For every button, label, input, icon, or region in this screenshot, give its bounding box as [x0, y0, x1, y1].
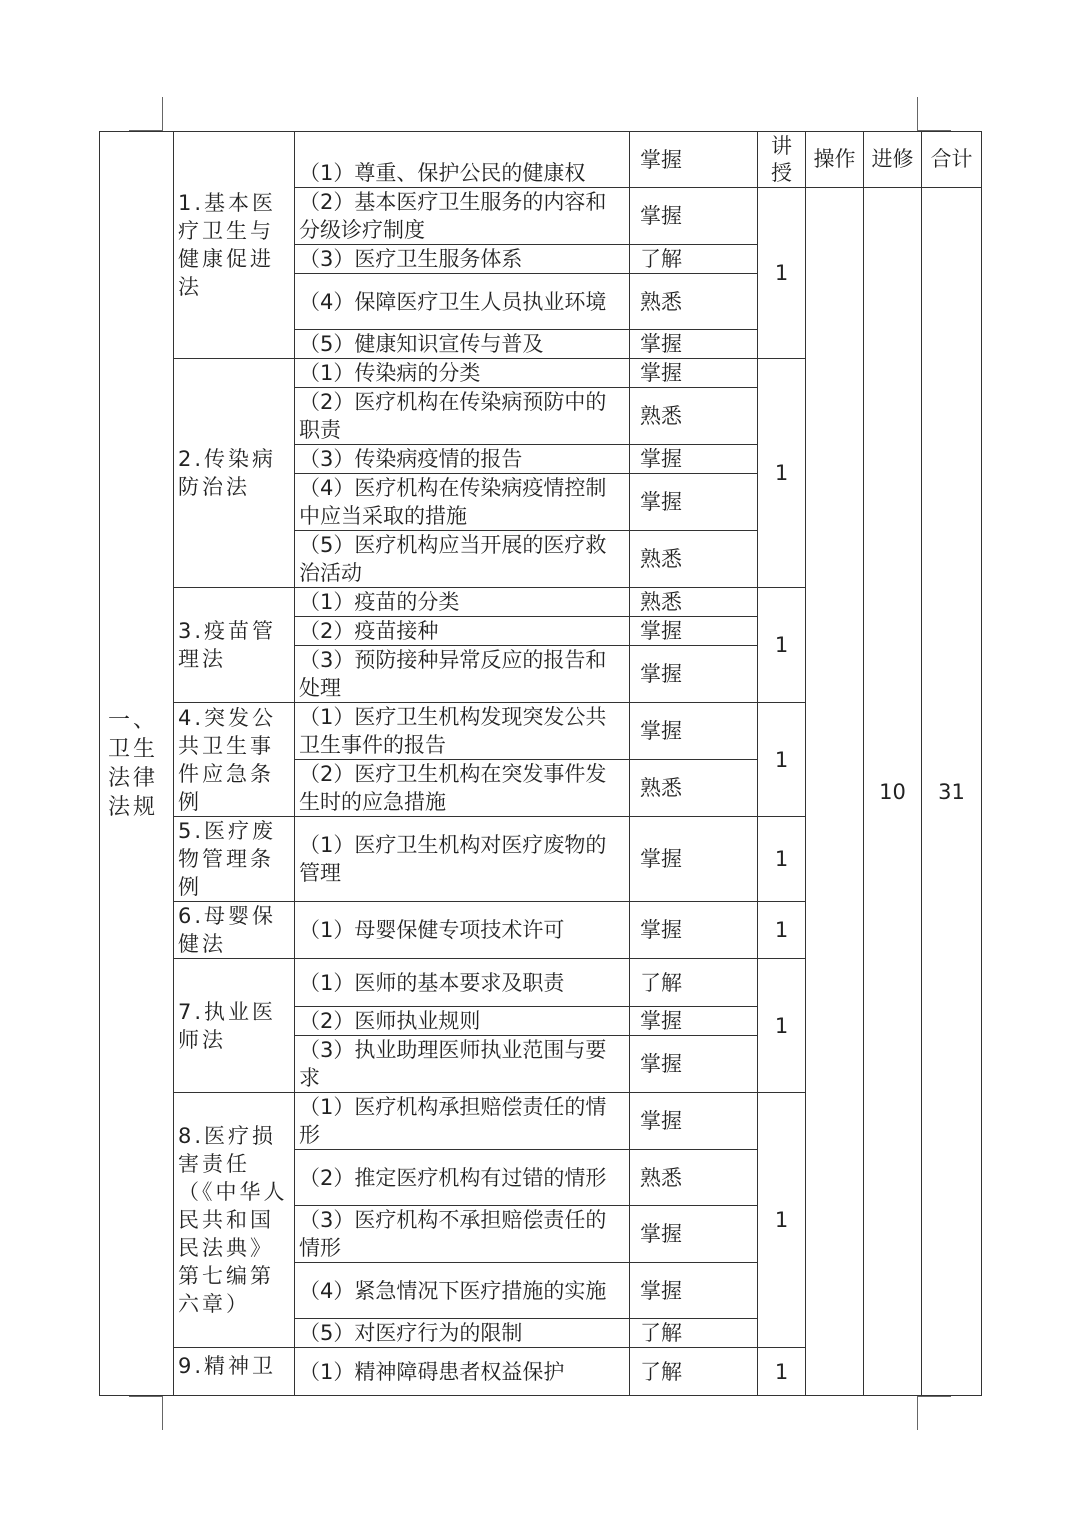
- item-cell: [295, 646, 630, 703]
- crop-mark: [917, 1396, 918, 1430]
- item-cell: [295, 1348, 630, 1396]
- item-cell: [295, 531, 630, 588]
- mastery-level: 熟悉: [630, 760, 758, 817]
- mastery-level: 掌握: [630, 359, 758, 388]
- operation-hours: [806, 188, 864, 1396]
- item-text: （1）医疗卫生机构对医疗废物的管理: [299, 833, 607, 885]
- item-cell: [295, 1206, 630, 1263]
- lecture-hours: 1: [758, 703, 806, 817]
- item-cell: [295, 760, 630, 817]
- lecture-hours: 1: [758, 902, 806, 959]
- item-text: （4）保障医疗卫生人员执业环境: [299, 289, 607, 314]
- item-text: （3）传染病疫情的报告: [299, 447, 523, 471]
- mastery-level: 掌握: [630, 1007, 758, 1036]
- law-title: 9.精神卫: [178, 1354, 277, 1378]
- item-text: （1）疫苗的分类: [299, 590, 460, 614]
- item-text: （1）尊重、保护公民的健康权: [299, 161, 586, 185]
- item-cell: [295, 703, 630, 760]
- item-cell: [295, 245, 630, 274]
- law-title-cell: [174, 1348, 295, 1396]
- item-text: （1）医疗卫生机构发现突发公共卫生事件的报告: [299, 705, 607, 757]
- mastery-level: 掌握: [630, 474, 758, 531]
- mastery-level: 掌握: [630, 1036, 758, 1093]
- item-text: （4）紧急情况下医疗措施的实施: [299, 1278, 607, 1303]
- item-text: （1）医师的基本要求及职责: [299, 970, 565, 995]
- item-text: （1）精神障碍患者权益保护: [299, 1359, 565, 1384]
- header-total: 合计: [922, 132, 982, 188]
- law-title: 3.疫苗管理法: [178, 619, 277, 671]
- mastery-level: 掌握: [630, 132, 758, 188]
- item-cell: [295, 330, 630, 359]
- lecture-hours: 1: [758, 1348, 806, 1396]
- mastery-level: 掌握: [630, 1263, 758, 1319]
- mastery-level: 掌握: [630, 330, 758, 359]
- item-cell: [295, 1007, 630, 1036]
- mastery-level: 掌握: [630, 1206, 758, 1263]
- item-text: （3）执业助理医师执业范围与要求: [299, 1038, 607, 1090]
- mastery-level: 掌握: [630, 617, 758, 646]
- item-cell: [295, 959, 630, 1007]
- item-text: （2）医师执业规则: [299, 1009, 481, 1033]
- law-title-cell: [174, 132, 295, 359]
- item-text: （2）医疗卫生机构在突发事件发生时的应急措施: [299, 762, 607, 814]
- law-title: 4.突发公共卫生事件应急条例: [178, 705, 277, 814]
- mastery-level: 掌握: [630, 703, 758, 760]
- item-cell: [295, 1263, 630, 1319]
- law-title: 5.医疗废物管理条例: [178, 819, 277, 899]
- item-text: （2）疫苗接种: [299, 619, 439, 643]
- item-text: （3）医疗卫生服务体系: [299, 247, 523, 271]
- header-advanced: 进修: [864, 132, 922, 188]
- item-cell: [295, 1036, 630, 1093]
- item-cell: [295, 617, 630, 646]
- item-cell: [295, 359, 630, 388]
- law-title: 1.基本医疗卫生与健康促进法: [178, 191, 277, 299]
- item-cell: [295, 132, 630, 188]
- item-text: （1）医疗机构承担赔偿责任的情形: [299, 1095, 607, 1147]
- item-text: （3）预防接种异常反应的报告和处理: [299, 648, 607, 700]
- item-cell: [295, 1150, 630, 1206]
- item-cell: [295, 588, 630, 617]
- header-lecture: 讲授: [758, 132, 806, 188]
- law-title-cell: [174, 1093, 295, 1348]
- total-hours: 31: [922, 188, 982, 1396]
- law-title-cell: [174, 703, 295, 817]
- mastery-level: 熟悉: [630, 531, 758, 588]
- mastery-level: 掌握: [630, 646, 758, 703]
- item-cell: [295, 388, 630, 445]
- crop-mark: [162, 1396, 163, 1430]
- crop-mark: [917, 97, 918, 131]
- crop-mark: [917, 1396, 951, 1397]
- item-cell: [295, 274, 630, 330]
- mastery-level: 掌握: [630, 445, 758, 474]
- mastery-level: 掌握: [630, 188, 758, 245]
- lecture-hours: 1: [758, 959, 806, 1093]
- item-text: （5）健康知识宣传与普及: [299, 332, 544, 356]
- category-cell: [100, 132, 174, 1396]
- item-text: （2）医疗机构在传染病预防中的职责: [299, 390, 607, 442]
- mastery-level: 熟悉: [630, 274, 758, 330]
- mastery-level: 掌握: [630, 902, 758, 959]
- item-cell: [295, 188, 630, 245]
- mastery-level: 了解: [630, 1319, 758, 1348]
- item-text: （1）传染病的分类: [299, 361, 481, 385]
- mastery-level: 了解: [630, 959, 758, 1007]
- law-title-cell: [174, 817, 295, 902]
- lecture-hours: 1: [758, 188, 806, 359]
- category-label: 一、卫生法律法规: [108, 707, 159, 820]
- mastery-level: 熟悉: [630, 388, 758, 445]
- item-text: （5）医疗机构应当开展的医疗救治活动: [299, 533, 607, 585]
- item-cell: [295, 445, 630, 474]
- mastery-level: 了解: [630, 245, 758, 274]
- table-row: [100, 132, 982, 188]
- mastery-level: 熟悉: [630, 588, 758, 617]
- law-title: 7.执业医师法: [178, 999, 277, 1052]
- item-text: （4）医疗机构在传染病疫情控制中应当采取的措施: [299, 476, 607, 528]
- item-cell: [295, 817, 630, 902]
- item-text: （1）母婴保健专项技术许可: [299, 918, 565, 942]
- item-cell: [295, 902, 630, 959]
- law-title: 8.医疗损害责任（《中华人民共和国民法典》第七编第六章）: [178, 1124, 288, 1316]
- law-title: 6.母婴保健法: [178, 904, 277, 956]
- header-operation: 操作: [806, 132, 864, 188]
- mastery-level: 掌握: [630, 1093, 758, 1150]
- law-title-cell: [174, 588, 295, 703]
- item-cell: [295, 1093, 630, 1150]
- syllabus-table: [99, 131, 982, 1396]
- advanced-hours: 10: [864, 188, 922, 1396]
- law-title-cell: [174, 359, 295, 588]
- item-text: （2）基本医疗卫生服务的内容和分级诊疗制度: [299, 190, 607, 242]
- lecture-hours: 1: [758, 1093, 806, 1348]
- item-text: （5）对医疗行为的限制: [299, 1321, 523, 1345]
- mastery-level: 了解: [630, 1348, 758, 1396]
- crop-mark: [162, 97, 163, 131]
- mastery-level: 熟悉: [630, 1150, 758, 1206]
- item-text: （2）推定医疗机构有过错的情形: [299, 1165, 607, 1190]
- lecture-hours: 1: [758, 588, 806, 703]
- item-cell: [295, 474, 630, 531]
- item-cell: [295, 1319, 630, 1348]
- law-title-cell: [174, 959, 295, 1093]
- lecture-hours: 1: [758, 817, 806, 902]
- crop-mark: [129, 1396, 163, 1397]
- law-title-cell: [174, 902, 295, 959]
- item-text: （3）医疗机构不承担赔偿责任的情形: [299, 1208, 607, 1260]
- lecture-hours: 1: [758, 359, 806, 588]
- law-title: 2.传染病防治法: [178, 447, 277, 499]
- mastery-level: 掌握: [630, 817, 758, 902]
